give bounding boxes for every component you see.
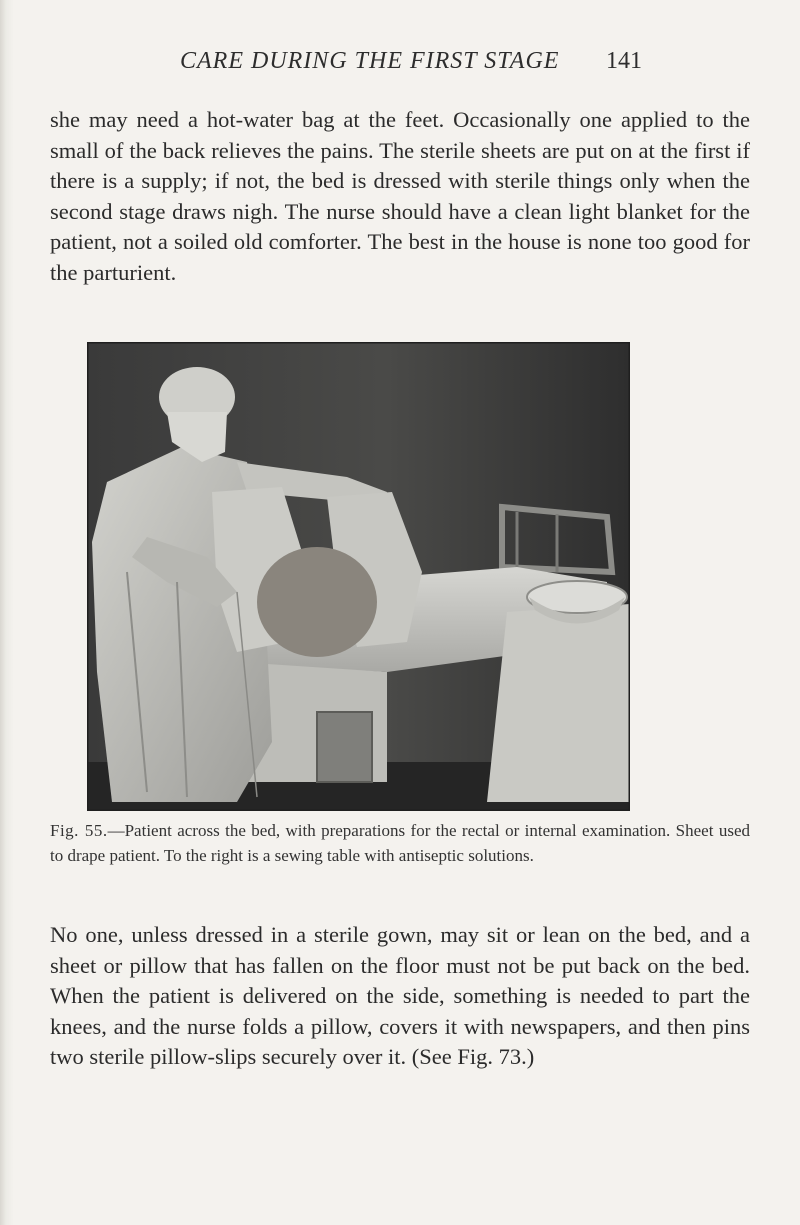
figure-photograph (87, 342, 630, 811)
photo-illustration (87, 342, 630, 811)
figure-caption (50, 818, 750, 868)
figure-caption-text: —Patient across the bed, with preparations for the rectal or internal examination. Sheet used to drape patient. To the right is a sewing table with antiseptic solutions. (50, 821, 750, 865)
body-paragraph-2: No one, unless dressed in a sterile gown, may sit or lean on the bed, and a sheet or pillow that has fallen on the floor must not be put back on the bed. When the patient is delivered on the side, something is needed to part the knees, and the nurse folds a pillow, covers it with newspapers, and then pins two sterile pillow-slips securely over it. (See Fig. 73.) (50, 922, 750, 1069)
page-number: 141 (606, 48, 642, 74)
figure-label: Fig. 55. (50, 821, 108, 840)
page-binding-edge (0, 0, 14, 1225)
running-head-title: CARE DURING THE FIRST STAGE (180, 48, 560, 74)
photo-patient (257, 547, 377, 657)
photo-side-table (487, 604, 630, 802)
body-paragraph-1: she may need a hot-water bag at the feet. Occasionally one applied to the small of the back relieves the pains. The sterile sheets are put on at the first if there is a supply; if not, the bed is dressed with sterile things only when the second stage draws nigh. The nurse should have a clean light blanket for the patient, not a soiled old comforter. The best in the house is none too good for the parturient. (50, 107, 750, 285)
running-head (0, 48, 800, 84)
